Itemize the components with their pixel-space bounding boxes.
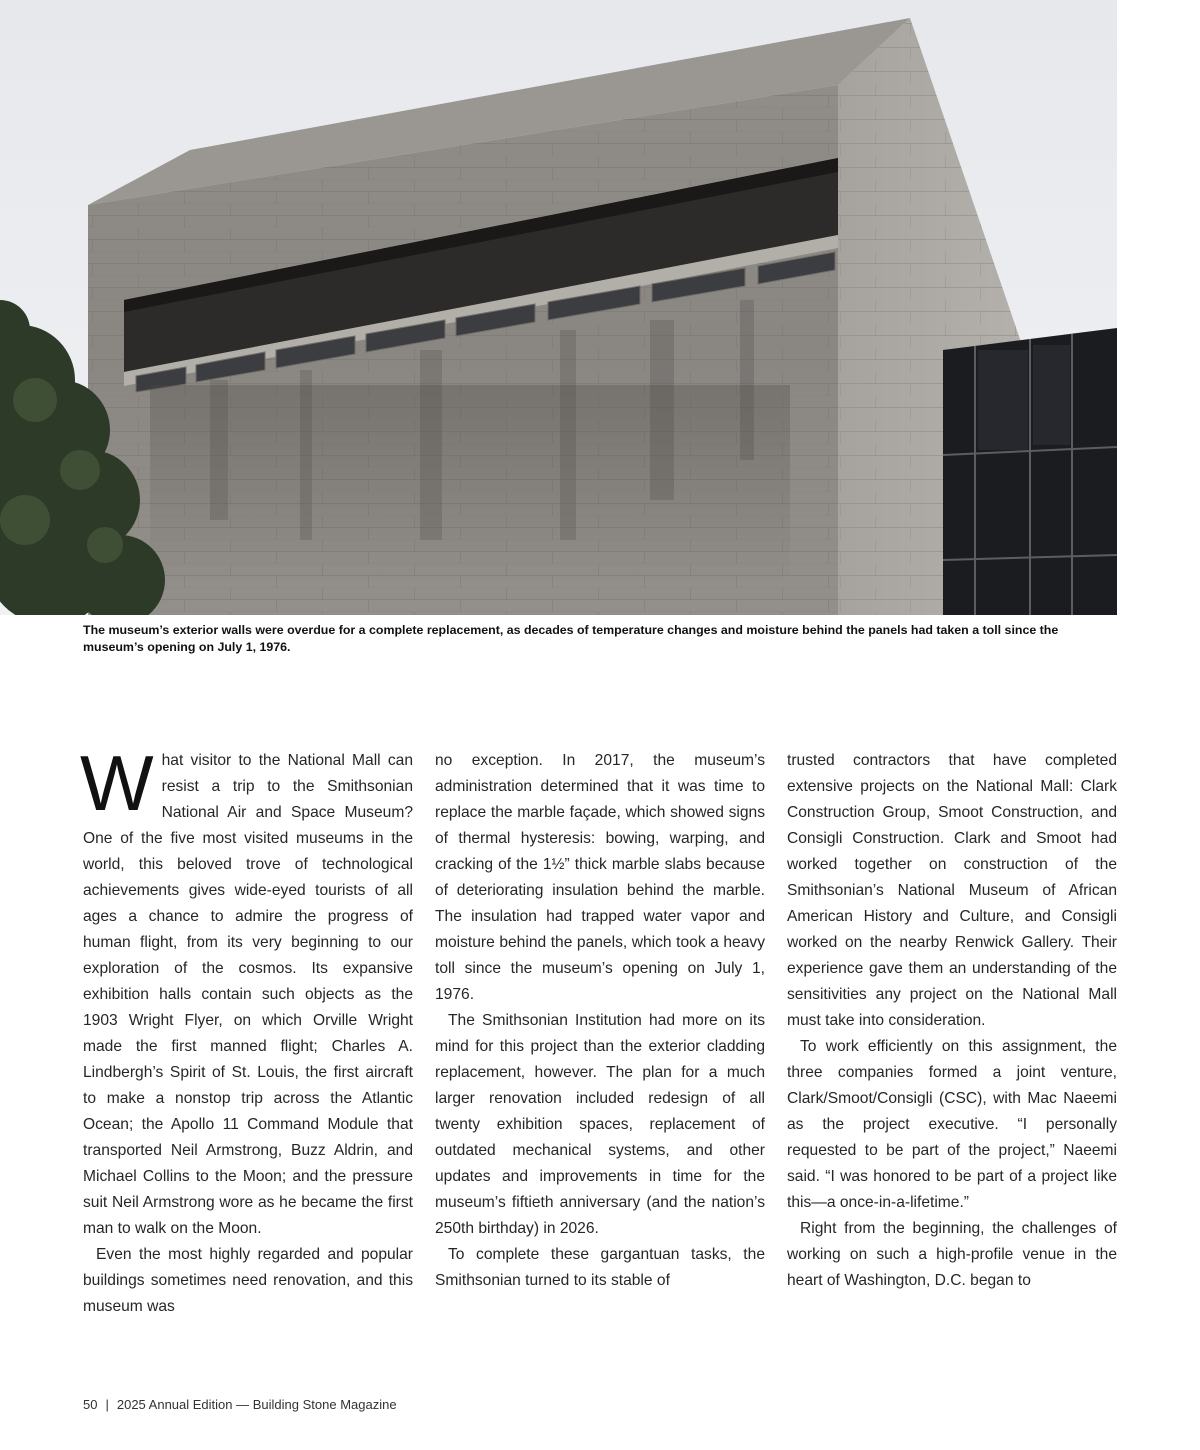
article-paragraph: no exception. In 2017, the museum’s administration determined that it was time to replace the marble façade, which showed signs of thermal hysteresis: bowing, warping, and cracking of the 1½” thick marble slabs because of deteriorating insulation behind the marble. The insulation had trapped water vapor and moisture behind the panels, which took a heavy toll since the museum’s opening on July 1, 1976. xyxy=(435,752,765,1003)
article-paragraph-text: hat visitor to the National Mall can resist a trip to the Smithsonian National Air and Space Museum? One of the five most visited museums in the world, this beloved trove of technological achievements gives wide-eyed tourists of all ages a chance to admire the progress of human flight, from its very beginning to our exploration of the cosmos. Its expansive exhibition halls contain such objects as the 1903 Wright Flyer, on which Orville Wright made the first manned flight; Charles A. Lindbergh’s Spirit of St. Louis, the first aircraft to make a nonstop trip across the Atlantic Ocean; the Apollo 11 Command Module that transported Neil Armstrong, Buzz Aldrin, and Michael Collins to the Moon; and the pressure suit Neil Armstrong wore as he became the first man to walk on the Moon. xyxy=(83,752,413,1237)
footer-separator: | xyxy=(105,1397,109,1412)
article-paragraph: Right from the beginning, the challenges of working on such a high-profile venue in the heart of Washington, D.C. began to xyxy=(787,1220,1117,1289)
museum-exterior-illustration xyxy=(0,0,1117,615)
article-paragraph: The Smithsonian Institution had more on its mind for this project than the exterior cladding replacement, however. The plan for a much larger renovation included redesign of all twenty exhibition spaces, replacement of outdated mechanical systems, and other updates and improvements in time for the museum’s fiftieth anniversary (and the nation’s 250th birthday) in 2026. xyxy=(435,1012,765,1237)
article-paragraph: To complete these gargantuan tasks, the Smithsonian turned to its stable of xyxy=(435,1246,765,1289)
publication-name: 2025 Annual Edition — Building Stone Magazine xyxy=(116,1397,397,1412)
article-column-3 xyxy=(787,748,1117,1294)
museum-exterior-photo xyxy=(0,0,1117,615)
article-paragraph: To work efficiently on this assignment, the three companies formed a joint venture, Clark/Smoot/Consigli (CSC), with Mac Naeemi as the project executive. “I personally requested to be part of the project,” Naeemi said. “I was honored to be part of a project like this—a once-in-a-lifetime.” xyxy=(787,1038,1117,1211)
article-column-1 xyxy=(80,739,413,1320)
article-column-2 xyxy=(435,748,765,1294)
article-paragraph: Even the most highly regarded and popular buildings sometimes need renovation, and this museum was xyxy=(83,1246,413,1315)
photo-caption: The museum’s exterior walls were overdue for a complete replacement, as decades of temperature changes and moisture behind the panels had taken a toll since the museum’s opening on July 1, 1976. xyxy=(83,623,1059,654)
article-paragraph: trusted contractors that have completed extensive projects on the National Mall: Clark Construction Group, Smoot Construction, and Consigli Construction. Clark and Smoot had worked together on construction of the Smithsonian’s National Museum of African American History and Culture, and Consigli worked on the nearby Renwick Gallery. Their experience gave them an understanding of the sensitivities any project on the National Mall must take into consideration. xyxy=(787,752,1117,1029)
page-number: 50 xyxy=(83,1397,98,1412)
drop-cap: W xyxy=(80,739,154,827)
page-footer xyxy=(83,1397,397,1413)
article-paragraph xyxy=(80,739,413,1242)
